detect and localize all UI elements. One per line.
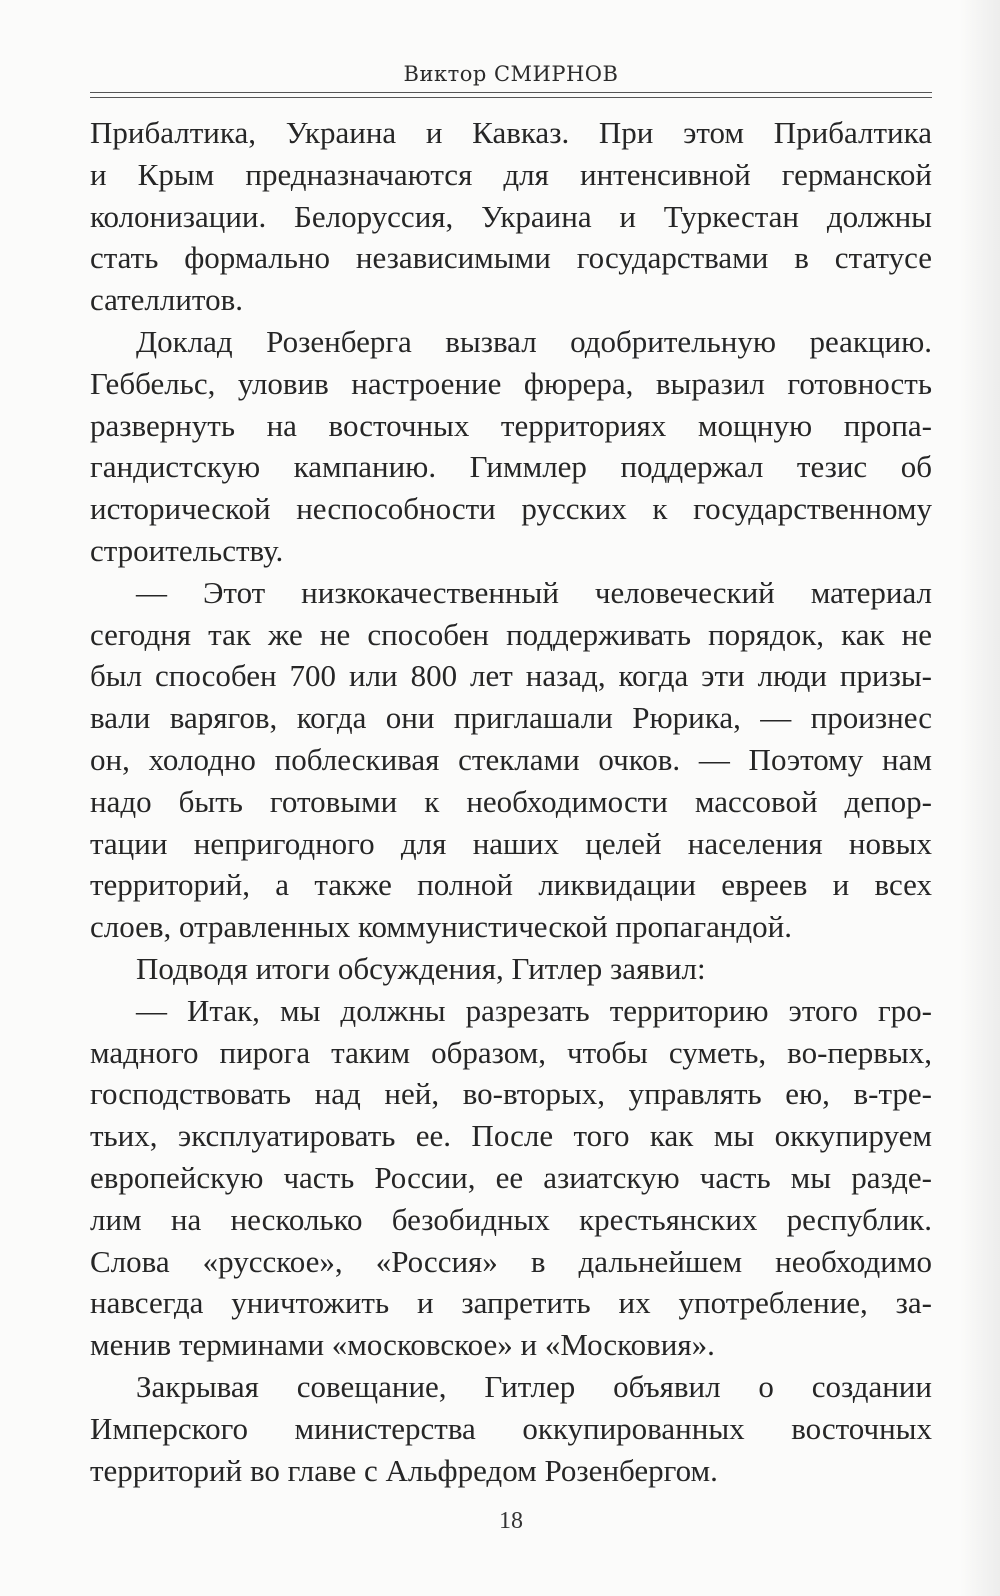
text-line: Прибалтика, Украина и Кавказ. При этом Прибалтика [90, 115, 932, 150]
text-line: тьих, эксплуатировать ее. После того как мы оккупируем [90, 1118, 932, 1154]
paragraph-1 [90, 112, 932, 321]
text-line: лим на несколько безобидных крестьянских республик. [90, 1201, 932, 1237]
text-line: — Этот низкокачественный человеческий материал [136, 574, 932, 610]
header-rule-top [90, 92, 932, 93]
text-line: развернуть на восточных территориях мощную пропа- [90, 407, 932, 443]
text-line: исторической неспособности русских к государственному [90, 491, 932, 527]
text-line: европейскую часть России, ее азиатскую часть мы разде- [90, 1159, 932, 1195]
page-number: 18 [499, 1508, 523, 1534]
text-line: мадного пирога таким образом, чтобы суметь, во-первых, [90, 1034, 932, 1070]
text-line: вали варягов, когда они приглашали Рюрика, — произнес [90, 700, 932, 736]
text-line: и Крым предназначаются для интенсивной германской [90, 156, 932, 192]
text-line: гандистскую кампанию. Гиммлер поддержал тезис об [90, 449, 932, 485]
text-line: Доклад Розенберга вызвал одобрительную реакцию. [136, 323, 932, 359]
text-line: Подводя итоги обсуждения, Гитлер заявил: [136, 950, 706, 986]
paragraph-6 [90, 1366, 932, 1491]
header-rule-bottom [90, 97, 932, 98]
body-text [90, 112, 932, 1491]
text-line: Имперского министерства оккупированных восточных [90, 1410, 932, 1446]
paragraph-4 [90, 948, 932, 990]
text-line: господствовать над ней, во-вторых, управлять ею, в-тре- [90, 1076, 932, 1112]
text-line: сегодня так же не способен поддерживать порядок, как не [90, 616, 932, 652]
spine-shadow [960, 0, 1000, 1596]
text-line: тации непригодного для наших целей населения новых [90, 825, 932, 861]
text-line: территорий, а также полной ликвидации евреев и всех [90, 867, 932, 903]
paragraph-5 [90, 990, 932, 1366]
text-line: колонизации. Белоруссия, Украина и Туркестан должны [90, 198, 932, 234]
paragraph-3 [90, 572, 932, 948]
text-line: Закрывая совещание, Гитлер объявил о создании [136, 1368, 932, 1404]
text-line: сателлитов. [90, 282, 243, 318]
text-line: стать формально независимыми государствами в статусе [90, 240, 932, 276]
text-line: навсегда уничтожить и запретить их употребление, за- [90, 1285, 932, 1321]
text-line: Слова «русское», «Россия» в дальнейшем необходимо [90, 1243, 932, 1279]
text-line: строительству. [90, 532, 284, 568]
text-line: слоев, отравленных коммунистической пропагандой. [90, 909, 793, 945]
text-line: менив терминами «московское» и «Московия». [90, 1327, 715, 1363]
text-line: Геббельс, уловив настроение фюрера, выразил готовность [90, 365, 932, 401]
paragraph-2 [90, 321, 932, 572]
running-head: Виктор СМИРНОВ [403, 62, 619, 86]
text-line: — Итак, мы должны разрезать территорию этого гро- [136, 992, 932, 1028]
text-line: территорий во главе с Альфредом Розенбергом. [90, 1452, 718, 1488]
text-line: был способен 700 или 800 лет назад, когда эти люди призы- [90, 658, 932, 694]
text-line: надо быть готовыми к необходимости массовой депор- [90, 783, 932, 819]
text-line: он, холодно поблескивая стеклами очков. — Поэтому нам [90, 741, 932, 777]
